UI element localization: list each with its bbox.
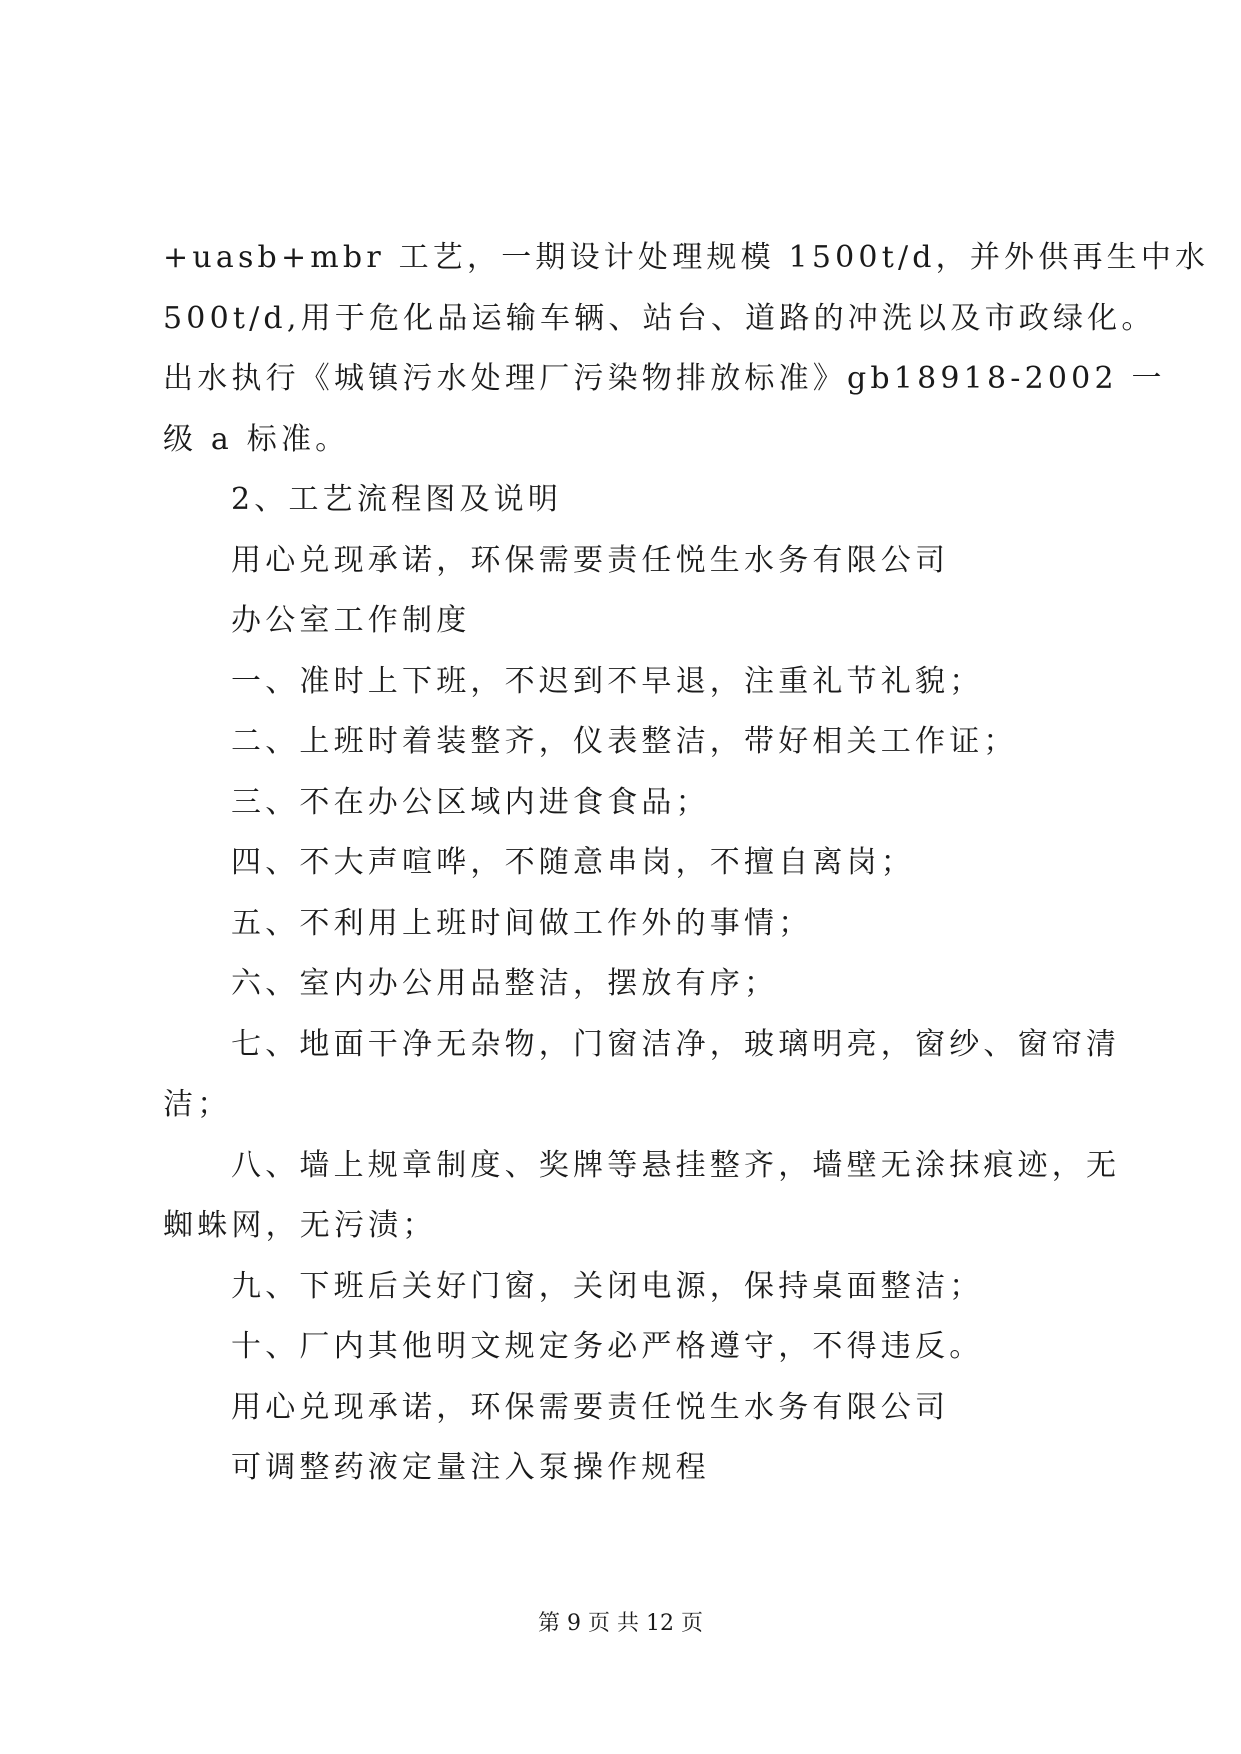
text-line: 办公室工作制度 [231,603,471,638]
text-line: 用心兑现承诺，环保需要责任悦生水务有限公司 [231,542,950,578]
text-line: +uasb+mbr 工艺，一期设计处理规模 1500t/d，并外供再生中水 [163,240,1210,275]
text-line: 四、不大声喧哗，不随意串岗，不擅自离岗； [231,845,915,880]
text-line: 洁； [163,1087,232,1122]
text-line: 三、不在办公区域内进食食品； [231,784,710,820]
page-number-label: 第 9 页 共 12 页 [538,1611,703,1636]
text-line: 500t/d,用于危化品运输车辆、站台、道路的冲洗以及市政绿化。 [163,300,1156,336]
text-line: 一、准时上下班，不迟到不早退，注重礼节礼貌； [231,663,984,699]
text-line: 二、上班时着装整齐，仪表整洁，带好相关工作证； [231,724,1018,759]
text-line: 级 a 标准。 [163,421,350,457]
text-line: 2、工艺流程图及说明 [231,482,563,517]
text-line: 可调整药液定量注入泵操作规程 [231,1450,710,1485]
page-footer [0,1606,1241,1637]
text-line: 九、下班后关好门窗，关闭电源，保持桌面整洁； [231,1268,984,1304]
text-line: 蜘蛛网，无污渍； [163,1208,437,1243]
text-line: 用心兑现承诺，环保需要责任悦生水务有限公司 [231,1389,950,1425]
text-line: 出水执行《城镇污水处理厂污染物排放标准》gb18918-2002 一 [163,361,1166,396]
document-body [163,228,1210,1499]
text-line: 六、室内办公用品整洁，摆放有序； [231,966,779,1001]
text-line: 五、不利用上班时间做工作外的事情； [231,905,813,941]
text-line: 八、墙上规章制度、奖牌等悬挂整齐，墙壁无涂抹痕迹，无 [231,1147,1121,1183]
text-line: 七、地面干净无杂物，门窗洁净，玻璃明亮，窗纱、窗帘清 [231,1026,1121,1062]
text-line: 十、厂内其他明文规定务必严格遵守，不得违反。 [231,1329,984,1364]
